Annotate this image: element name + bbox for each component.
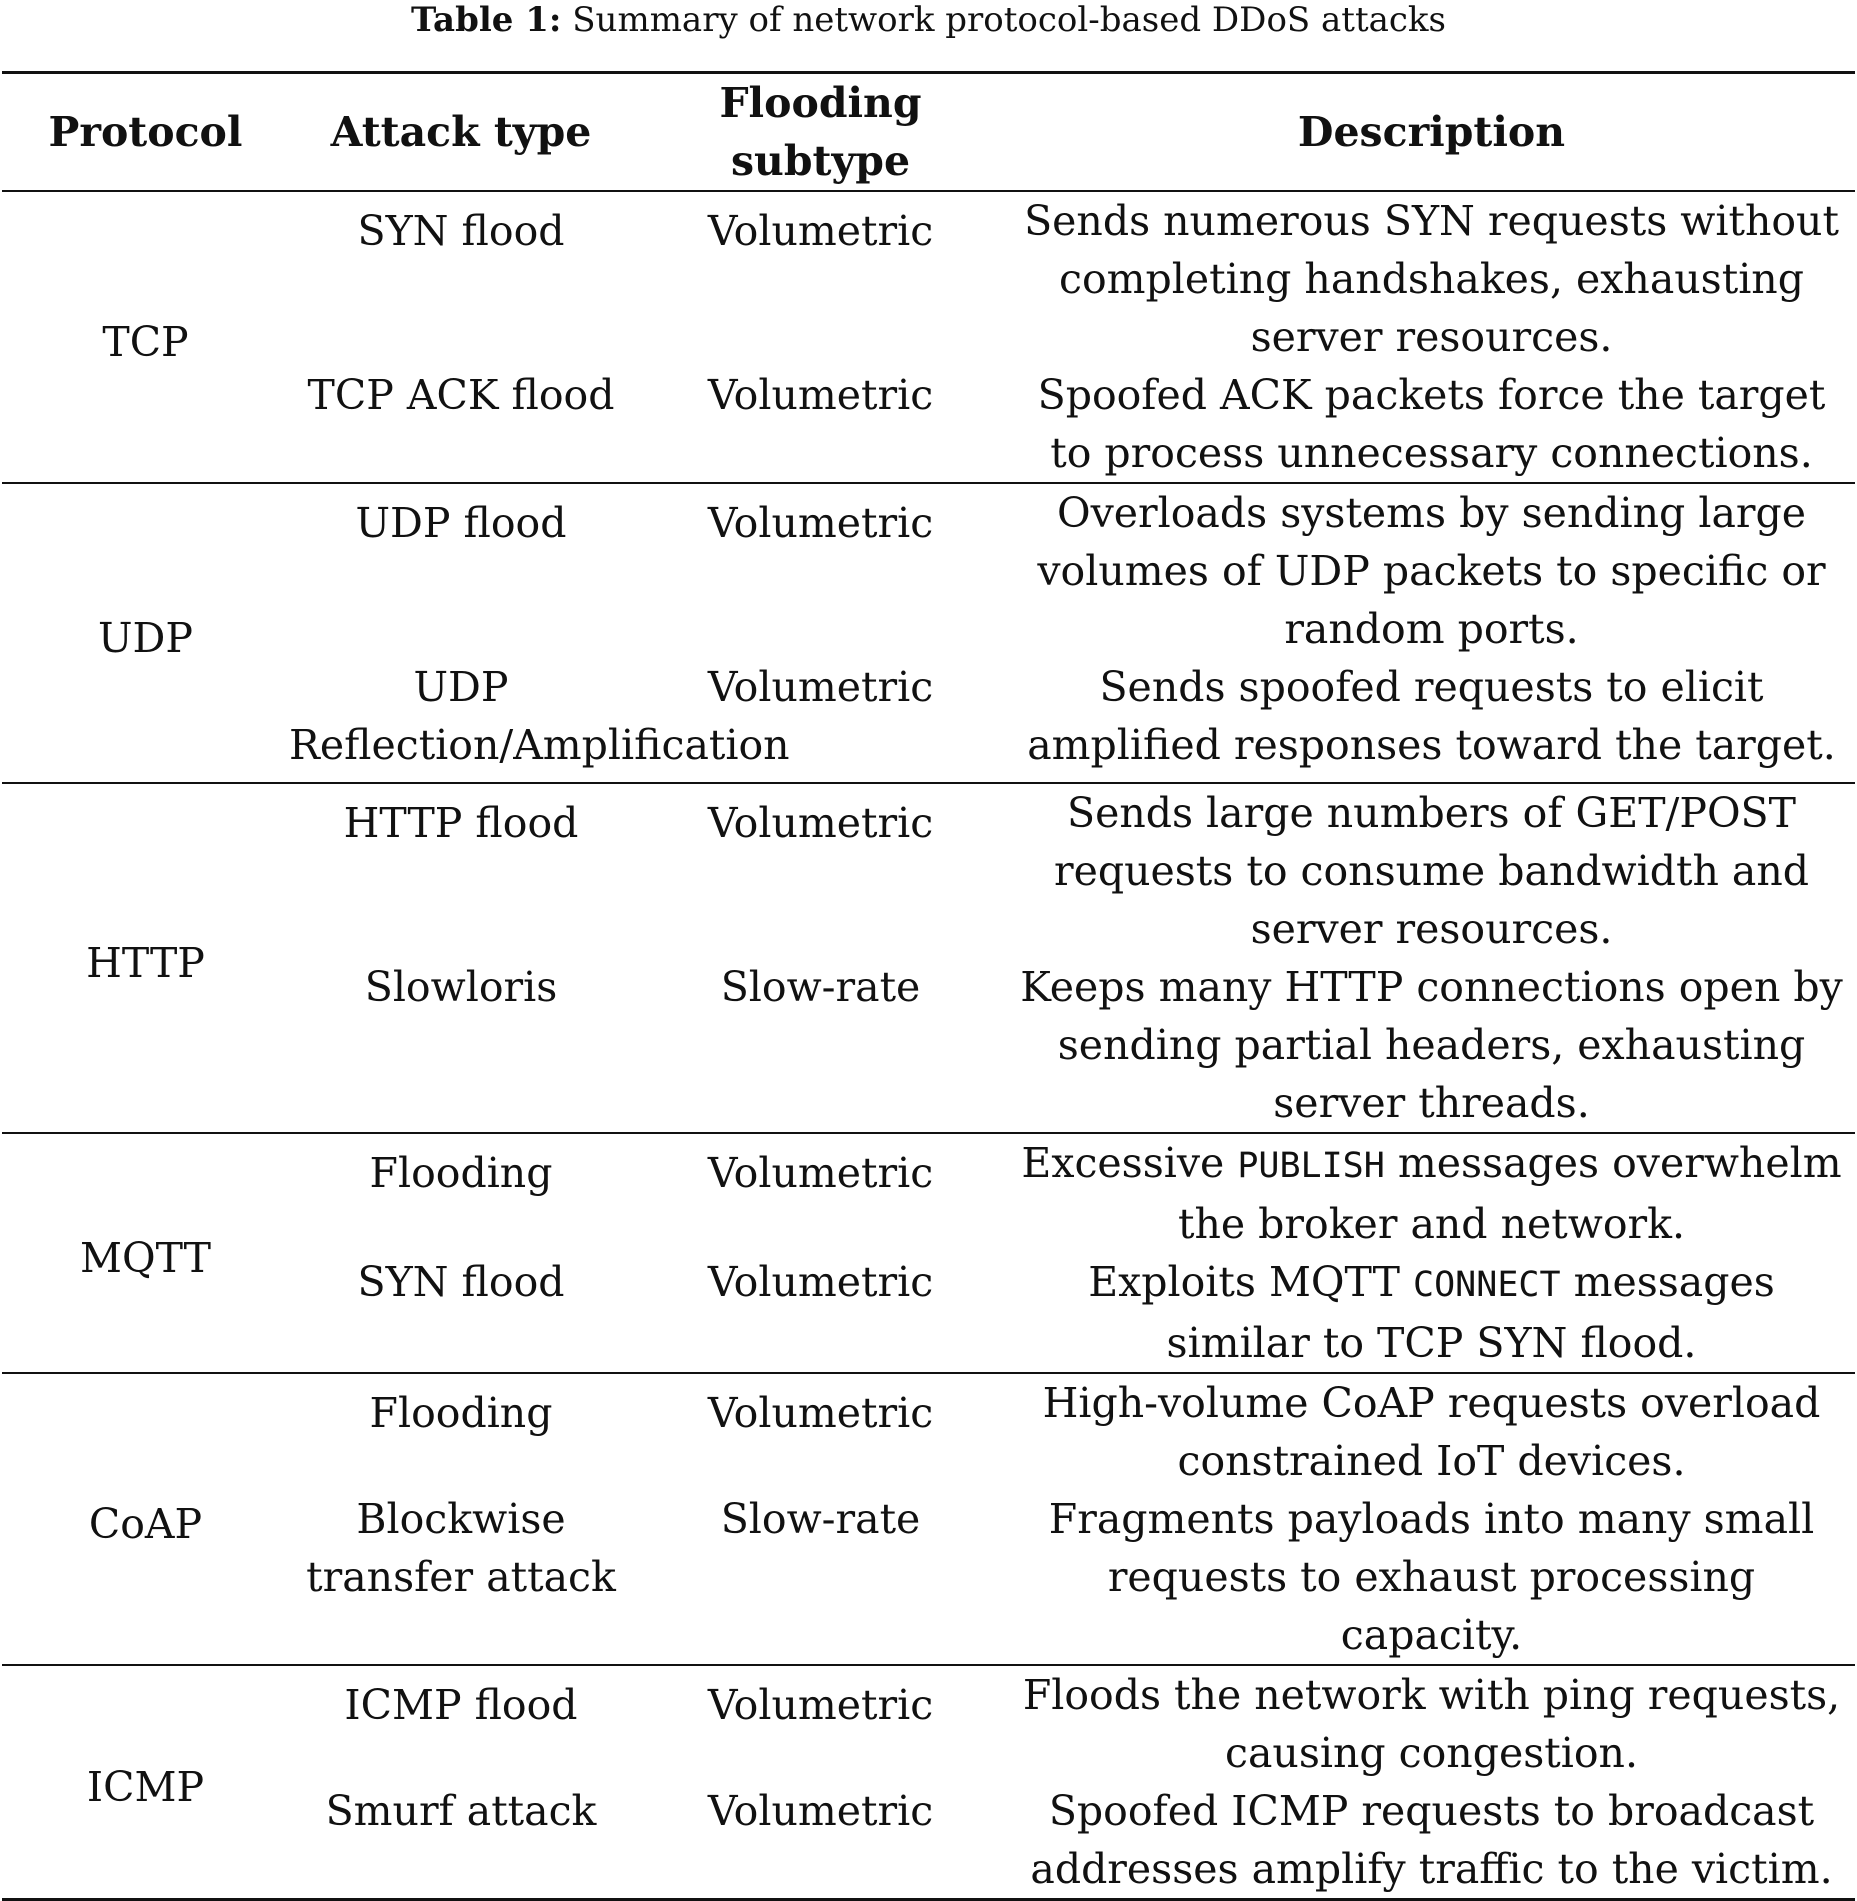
description-cell	[1008, 1133, 1855, 1253]
attack-type-cell: SYN flood	[357, 1258, 565, 1306]
table-row	[2, 1665, 1855, 1782]
attack-type-cell: SYN flood	[357, 207, 565, 255]
subtype-cell: Volumetric	[707, 1389, 934, 1437]
header-attack-type: Attack type	[330, 108, 592, 156]
subtype-cell: Volumetric	[707, 799, 934, 847]
attack-type-cell: ICMP flood	[344, 1681, 578, 1729]
header-protocol: Protocol	[48, 108, 243, 156]
description-text-pre: Excessive	[1021, 1139, 1238, 1187]
attack-type-cell: HTTP flood	[343, 799, 579, 847]
description-text-post: messages similar to TCP SYN flood.	[1166, 1258, 1775, 1367]
description-cell: Sends spoofed requests to elicit amplified responses toward the target.	[1027, 663, 1836, 769]
description-text-post: messages overwhelm the broker and network.	[1178, 1139, 1842, 1248]
table-caption	[0, 0, 1857, 40]
attack-type-cell: TCP ACK flood	[307, 371, 615, 419]
description-cell: Keeps many HTTP connections open by sending partial headers, exhausting server threads.	[1020, 963, 1843, 1127]
description-cell: Spoofed ICMP requests to broadcast addresses amplify traffic to the victim.	[1030, 1787, 1833, 1893]
attack-type-cell: Flooding	[369, 1149, 553, 1197]
subtype-cell: Volumetric	[707, 1149, 934, 1197]
header-description: Description	[1297, 108, 1566, 156]
subtype-cell: Volumetric	[707, 663, 934, 711]
attack-type-cell: UDP flood	[355, 499, 567, 547]
description-cell: High-volume CoAP requests overload constrained IoT devices.	[1042, 1379, 1821, 1485]
subtype-cell: Volumetric	[707, 1787, 934, 1835]
description-cell: Overloads systems by sending large volumes of UDP packets to specific or random ports.	[1037, 489, 1826, 653]
protocol-cell: UDP	[97, 614, 193, 662]
protocol-cell: TCP	[102, 318, 189, 366]
attack-type-cell: Flooding	[369, 1389, 553, 1437]
description-text-pre: Exploits MQTT	[1088, 1258, 1414, 1306]
description-cell: Sends numerous SYN requests without completing handshakes, exhausting server resources.	[1024, 197, 1839, 361]
description-code: CONNECT	[1413, 1265, 1561, 1305]
table-row	[2, 191, 1855, 366]
description-cell: Spoofed ACK packets force the target to process unnecessary connections.	[1037, 371, 1826, 477]
header-row	[2, 73, 1855, 192]
description-code: PUBLISH	[1237, 1146, 1385, 1186]
protocol-cell: ICMP	[86, 1763, 205, 1811]
attack-type-cell: Slowloris	[364, 963, 558, 1011]
header-flooding-subtype: Flooding subtype	[719, 79, 922, 185]
protocol-cell: CoAP	[88, 1500, 203, 1548]
table-row	[2, 783, 1855, 958]
subtype-cell: Slow-rate	[720, 963, 921, 1011]
caption-label: Table 1:	[411, 0, 562, 40]
protocol-cell: HTTP	[86, 939, 205, 987]
ddos-attacks-table	[2, 71, 1855, 1901]
attack-type-cell: UDP Reflection/Amplification	[289, 663, 790, 769]
subtype-cell: Volumetric	[707, 499, 934, 547]
subtype-cell: Volumetric	[707, 371, 934, 419]
subtype-cell: Volumetric	[707, 1681, 934, 1729]
subtype-cell: Volumetric	[707, 1258, 934, 1306]
attack-type-cell: Blockwise transfer attack	[306, 1495, 616, 1601]
description-cell: Floods the network with ping requests, causing congestion.	[1022, 1671, 1841, 1777]
attack-type-cell: Smurf attack	[325, 1787, 597, 1835]
description-cell: Fragments payloads into many small requests to exhaust processing capacity.	[1048, 1495, 1815, 1659]
subtype-cell: Slow-rate	[720, 1495, 921, 1543]
subtype-cell: Volumetric	[707, 207, 934, 255]
protocol-cell: MQTT	[79, 1234, 212, 1282]
description-cell: Sends large numbers of GET/POST requests to consume bandwidth and server resources.	[1053, 789, 1810, 953]
table-row	[2, 483, 1855, 658]
description-cell	[1008, 1253, 1855, 1373]
table-row	[2, 1373, 1855, 1490]
caption-text: Summary of network protocol-based DDoS attacks	[572, 0, 1446, 40]
table-row	[2, 1133, 1855, 1253]
